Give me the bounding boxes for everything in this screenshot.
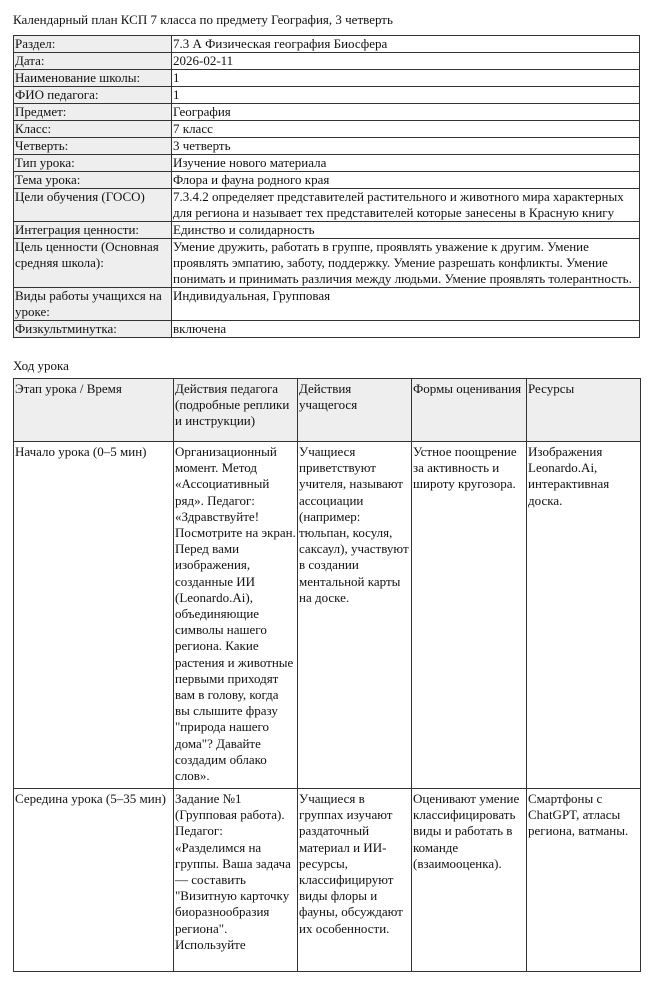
info-row (14, 288, 640, 321)
info-value: Единство и солидарность (172, 222, 640, 239)
info-row (14, 53, 640, 70)
info-row (14, 138, 640, 155)
info-label: Интеграция ценности: (14, 222, 172, 239)
student-actions-cell: Учащиеся приветствуют учителя, называют ассоциации (например: тюльпан, косуля, саксаул), участвуют в создании ментальной карты на доске. (298, 442, 412, 789)
info-value: Флора и фауна родного края (172, 172, 640, 189)
plan-header-row (14, 379, 641, 442)
info-value: 3 четверть (172, 138, 640, 155)
info-value: География (172, 104, 640, 121)
info-value: 7.3.4.2 определяет представителей растительного и животного мира характерных для региона и называет тех представителей которые занесены в Красную книгу (172, 189, 640, 222)
info-value: Умение дружить, работать в группе, проявлять уважение к другим. Умение проявлять эмпатию, заботу, поддержку. Умение разрешать конфликты. Умение понимать и принимать различия между людьми. Умение проявлять толерантность. (172, 239, 640, 288)
resources-cell: Изображения Leonardo.Ai, интерактивная доска. (527, 442, 641, 789)
info-label: Класс: (14, 121, 172, 138)
info-row (14, 172, 640, 189)
info-value: 1 (172, 87, 640, 104)
teacher-actions-cell: Организационный момент. Метод «Ассоциативный ряд». Педагог: «Здравствуйте! Посмотрите на экран. Перед вами изображения, созданные ИИ (Leonardo.Ai), объединяющие символы нашего региона. Какие растения и животные первыми приходят вам в голову, когда вы слышите фразу "природа нашего дома"? Давайте создадим облако слов». (174, 442, 298, 789)
info-value: Изучение нового материала (172, 155, 640, 172)
teacher-actions-cell: Задание №1 (Групповая работа). Педагог: «Разделимся на группы. Ваша задача — составить "Визитную карточку биоразнообразия региона". Используйте (174, 789, 298, 972)
info-row (14, 36, 640, 53)
resources-cell: Смартфоны с ChatGPT, атласы региона, ватманы. (527, 789, 641, 972)
info-value: 2026-02-11 (172, 53, 640, 70)
plan-row (14, 789, 641, 972)
info-value: Индивидуальная, Групповая (172, 288, 640, 321)
assessment-cell: Устное поощрение за активность и широту кругозора. (412, 442, 527, 789)
info-label: Цель ценности (Основная средняя школа): (14, 239, 172, 288)
info-value: 7 класс (172, 121, 640, 138)
info-row (14, 321, 640, 338)
info-label: Физкультминутка: (14, 321, 172, 338)
info-row (14, 104, 640, 121)
info-label: Раздел: (14, 36, 172, 53)
info-value: 1 (172, 70, 640, 87)
info-row (14, 189, 640, 222)
stage-cell: Начало урока (0–5 мин) (14, 442, 174, 789)
header-teacher-actions: Действия педагога (подробные реплики и инструкции) (174, 379, 298, 442)
plan-row (14, 442, 641, 789)
info-row (14, 155, 640, 172)
info-label: Дата: (14, 53, 172, 70)
info-row (14, 239, 640, 288)
info-label: Цели обучения (ГОСО) (14, 189, 172, 222)
info-label: Четверть: (14, 138, 172, 155)
info-value: включена (172, 321, 640, 338)
header-student-actions: Действия учащегося (298, 379, 412, 442)
stage-cell: Середина урока (5–35 мин) (14, 789, 174, 972)
info-label: Наименование школы: (14, 70, 172, 87)
info-label: ФИО педагога: (14, 87, 172, 104)
info-label: Виды работы учащихся на уроке: (14, 288, 172, 321)
info-label: Предмет: (14, 104, 172, 121)
lesson-plan-table (13, 378, 641, 972)
info-label: Тип урока: (14, 155, 172, 172)
header-assessment: Формы оценивания (412, 379, 527, 442)
section-heading: Ход урока (13, 358, 69, 373)
info-row (14, 121, 640, 138)
header-resources: Ресурсы (527, 379, 641, 442)
document-title: Календарный план КСП 7 класса по предмету География, 3 четверть (13, 12, 393, 27)
header-stage: Этап урока / Время (14, 379, 174, 442)
lesson-info-table (13, 35, 640, 338)
info-row (14, 222, 640, 239)
assessment-cell: Оценивают умение классифицировать виды и работать в команде (взаимооценка). (412, 789, 527, 972)
info-value: 7.3 А Физическая география Биосфера (172, 36, 640, 53)
info-label: Тема урока: (14, 172, 172, 189)
info-row (14, 87, 640, 104)
info-row (14, 70, 640, 87)
student-actions-cell: Учащиеся в группах изучают раздаточный материал и ИИ-ресурсы, классифицируют виды флоры и фауны, обсуждают их особенности. (298, 789, 412, 972)
